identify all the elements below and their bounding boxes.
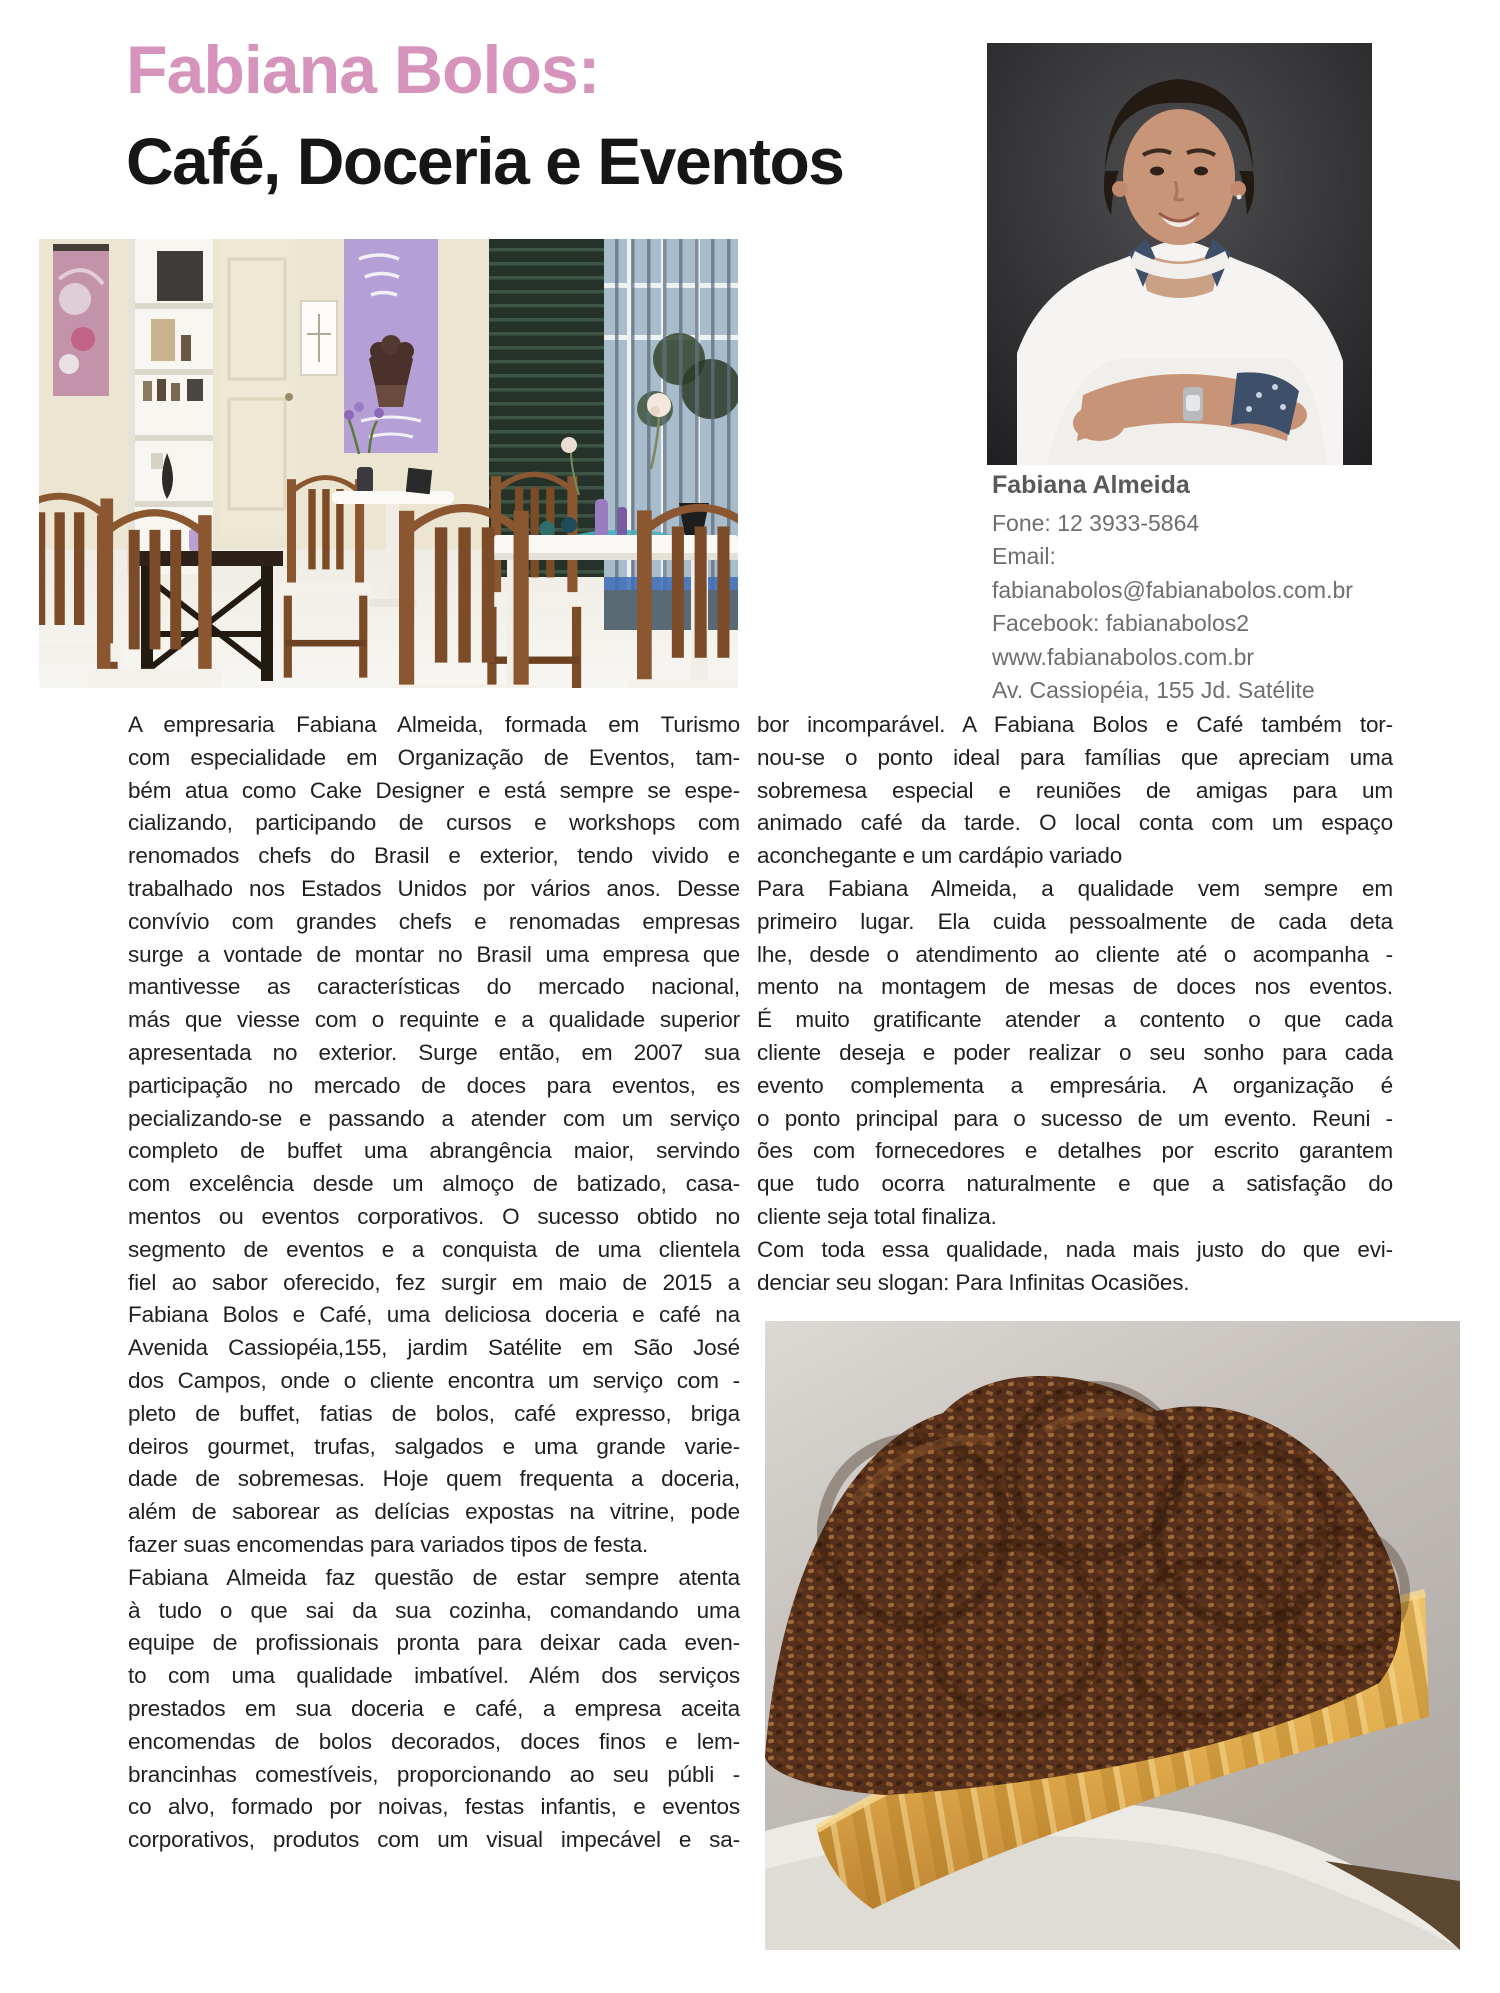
pink-artwork	[53, 244, 109, 396]
text-line: brancinhas comestíveis, proporcionando ao seu públi -	[128, 1761, 740, 1787]
text-line: mantivesse as características do mercado nacional,	[128, 974, 740, 1000]
contact-lines	[992, 507, 1397, 707]
text-line: fazer suas encomendas para variados tipos de festa.	[128, 1531, 649, 1557]
text-line: renomados chefs do Brasil e exterior, tendo vivido e	[128, 843, 740, 869]
text-line: com excelência desde um almoço de batizado, casa-	[128, 1171, 740, 1197]
text-line: segmento de eventos e a conquista de uma clientela	[128, 1236, 740, 1262]
article-column-left	[128, 709, 740, 1857]
text-line: animado café da tarde. O local conta com um espaço	[757, 810, 1393, 836]
text-line: mentos ou eventos corporativos. O sucesso obtido no	[128, 1203, 740, 1229]
text-line: cliente deseja e poder realizar o seu sonho para cada	[757, 1039, 1393, 1065]
text-line: convívio com grandes chefs e renomadas empresas	[128, 908, 740, 934]
page-title-main: Café, Doceria e Eventos	[126, 124, 844, 198]
text-line: participação no mercado de doces para eventos, es	[128, 1072, 740, 1098]
contact-line: Fone: 12 3933-5864	[992, 510, 1200, 536]
text-line: aconchegante e um cardápio variado	[757, 843, 1123, 869]
text-line: surge a vontade de montar no Brasil uma empresa que	[128, 941, 740, 967]
text-line: equipe de profissionais pronta para deixar cada even-	[128, 1630, 740, 1656]
text-line: à tudo o que sai da sua cozinha, comandando uma	[128, 1597, 740, 1623]
owner-portrait-illustration	[987, 43, 1372, 465]
text-line: Para Fabiana Almeida, a qualidade vem sempre em	[757, 875, 1393, 901]
text-line: prestados em sua doceria e café, a empresa aceita	[128, 1695, 740, 1721]
text-line: dos Campos, onde o cliente encontra um serviço com -	[128, 1367, 740, 1393]
text-line: primeiro lugar. Ela cuida pessoalmente de cada deta	[757, 908, 1393, 934]
contact-line: Av. Cassiopéia, 155 Jd. Satélite	[992, 677, 1315, 704]
brigadeiro-tart-photo	[765, 1321, 1460, 1950]
text-line: fiel ao sabor oferecido, fez surgir em maio de 2015 a	[128, 1269, 740, 1295]
contact-line: Facebook: fabianabolos2	[992, 610, 1250, 637]
text-line: deiros gourmet, trufas, salgados e uma grande varie-	[128, 1433, 740, 1459]
text-line: Avenida Cassiopéia,155, jardim Satélite em São José	[128, 1335, 740, 1361]
article-column-right	[757, 709, 1393, 1299]
text-line: cliente seja total finaliza.	[757, 1203, 997, 1229]
text-line: co alvo, formado por noivas, festas infantis, e eventos	[128, 1794, 740, 1820]
text-line: Com toda essa qualidade, nada mais justo do que evi-	[757, 1236, 1393, 1262]
cafe-interior-photo	[39, 239, 738, 688]
text-line: pecializando-se e passando a atender com um serviço	[128, 1105, 740, 1131]
page-title-accent: Fabiana Bolos:	[126, 32, 600, 108]
text-line: corporativos, produtos com um visual impecável e sa-	[128, 1827, 740, 1853]
text-line: to com uma qualidade imbatível. Além dos serviços	[128, 1663, 740, 1689]
text-line: além de saborear as delícias expostas na vitrine, pode	[128, 1499, 740, 1525]
contact-block	[992, 470, 1397, 707]
text-line: encomendas de bolos decorados, doces finos e lem-	[128, 1728, 740, 1754]
owner-portrait-photo	[987, 43, 1372, 465]
text-line: bém atua como Cake Designer e está sempre se espe-	[128, 777, 740, 803]
contact-name: Fabiana Almeida	[992, 471, 1190, 499]
text-line: evento complementa a empresária. A organização é	[757, 1072, 1393, 1098]
text-line: mento na montagem de mesas de doces nos eventos.	[757, 974, 1393, 1000]
text-line: dade de sobremesas. Hoje quem frequenta a doceria,	[128, 1466, 740, 1492]
cupcake-poster	[344, 239, 438, 453]
text-line: A empresaria Fabiana Almeida, formada em Turismo	[128, 712, 740, 737]
text-line: bor incomparável. A Fabiana Bolos e Café também tor-	[757, 712, 1393, 737]
text-line: trabalhado nos Estados Unidos por vários anos. Desse	[128, 875, 740, 901]
text-line: cializando, participando de cursos e workshops com	[128, 810, 740, 836]
text-line: lhe, desde o atendimento ao cliente até o acompanha -	[757, 941, 1393, 967]
text-line: sobremesa especial e reuniões de amigas para um	[757, 777, 1393, 803]
text-line: pleto de buffet, fatias de bolos, café expresso, briga	[128, 1400, 740, 1426]
text-line: É muito gratificante atender a contento o que cada	[757, 1007, 1393, 1033]
text-line: Fabiana Almeida faz questão de estar sempre atenta	[128, 1564, 740, 1590]
text-line: más que viesse com o requinte e a qualidade superior	[128, 1007, 740, 1033]
text-line: ões com fornecedores e detalhes por escrito garantem	[757, 1138, 1393, 1164]
text-line: completo de buffet uma abrangência maior, servindo	[128, 1138, 740, 1164]
text-line: denciar seu slogan: Para Infinitas Ocasiões.	[757, 1269, 1190, 1295]
text-line: com especialidade em Organização de Eventos, tam-	[128, 744, 740, 770]
text-line: o ponto principal para o sucesso de um evento. Reuni -	[757, 1105, 1393, 1131]
contact-line: Email: fabianabolos@fabianabolos.com.br	[992, 543, 1353, 603]
cafe-interior-illustration	[39, 239, 738, 688]
text-line: apresentada no exterior. Surge então, em 2007 sua	[128, 1039, 740, 1065]
brigadeiro-tart-illustration	[765, 1321, 1460, 1950]
text-line: nou-se o ponto ideal para famílias que apreciam uma	[757, 744, 1393, 770]
contact-line: www.fabianabolos.com.br	[992, 643, 1255, 670]
text-line: que tudo ocorra naturalmente e que a satisfação do	[757, 1171, 1393, 1197]
text-line: Fabiana Bolos e Café, uma deliciosa doceria e café na	[128, 1302, 740, 1328]
